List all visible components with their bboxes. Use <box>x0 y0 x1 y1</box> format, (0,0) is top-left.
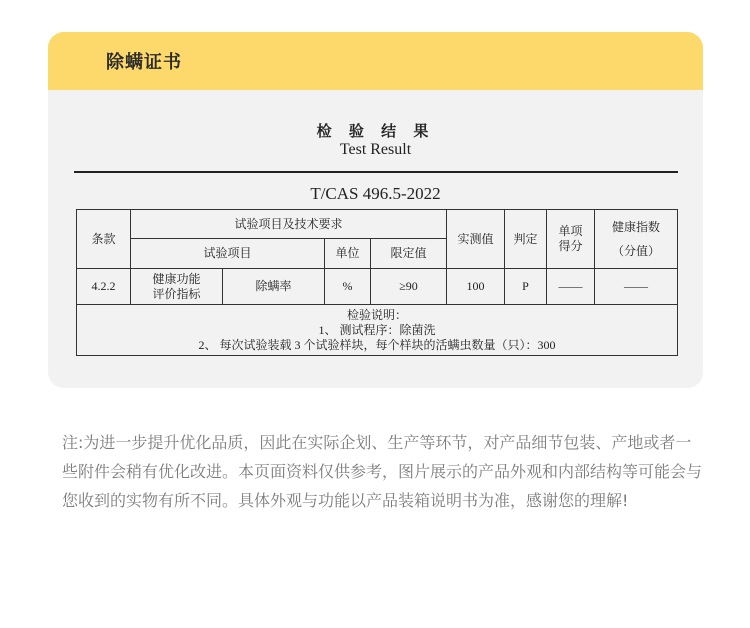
header-health-index: 健康指数 （分值） <box>595 210 678 269</box>
header-unit: 单位 <box>325 239 371 269</box>
cell-health-index: —— <box>595 269 678 305</box>
header-single-score: 单项 得分 <box>547 210 595 269</box>
cell-limit: ≥90 <box>371 269 447 305</box>
header-clause: 条款 <box>77 210 131 269</box>
cell-unit: % <box>325 269 371 305</box>
notes-title: 检验说明： <box>347 307 408 322</box>
standard-number: T/CAS 496.5-2022 <box>310 184 441 203</box>
title-divider <box>74 171 678 173</box>
header-test-items-group: 试验项目及技术要求 <box>131 210 447 239</box>
disclaimer-text: 注:为进一步提升优化品质，因此在实际企划、生产等环节，对产品细节包装、产地或者一些附件会稍有优化改进。本页面资料仅供参考，图片展示的产品外观和内部结构等可能会与您收到的实物有所不同。具体外观与功能以产品装箱说明书为准，感谢您的理解! <box>62 433 703 510</box>
notes-line-1: 1、 测试程序：除菌洗 <box>318 322 436 337</box>
result-table <box>76 209 678 356</box>
cell-category: 健康功能 评价指标 <box>131 269 223 305</box>
table-row <box>77 269 678 305</box>
header-judgement: 判定 <box>505 210 547 269</box>
cell-single-score: —— <box>547 269 595 305</box>
card-title: 除螨证书 <box>106 52 182 73</box>
cell-measured: 100 <box>447 269 505 305</box>
card-header <box>48 32 703 90</box>
certificate-card <box>48 32 703 388</box>
header-limit: 限定值 <box>371 239 447 269</box>
notes-cell <box>77 305 678 356</box>
cell-judgement: P <box>505 269 547 305</box>
document-title-cn: 检 验 结 果 <box>316 122 435 140</box>
header-test-item: 试验项目 <box>131 239 325 269</box>
cell-clause: 4.2.2 <box>77 269 131 305</box>
header-measured: 实测值 <box>447 210 505 269</box>
document-title-en: Test Result <box>339 141 412 158</box>
cell-item: 除螨率 <box>223 269 325 305</box>
notes-line-2: 2、 每次试验装载 3 个试验样块，每个样块的活螨虫数量（只）：300 <box>198 337 556 352</box>
